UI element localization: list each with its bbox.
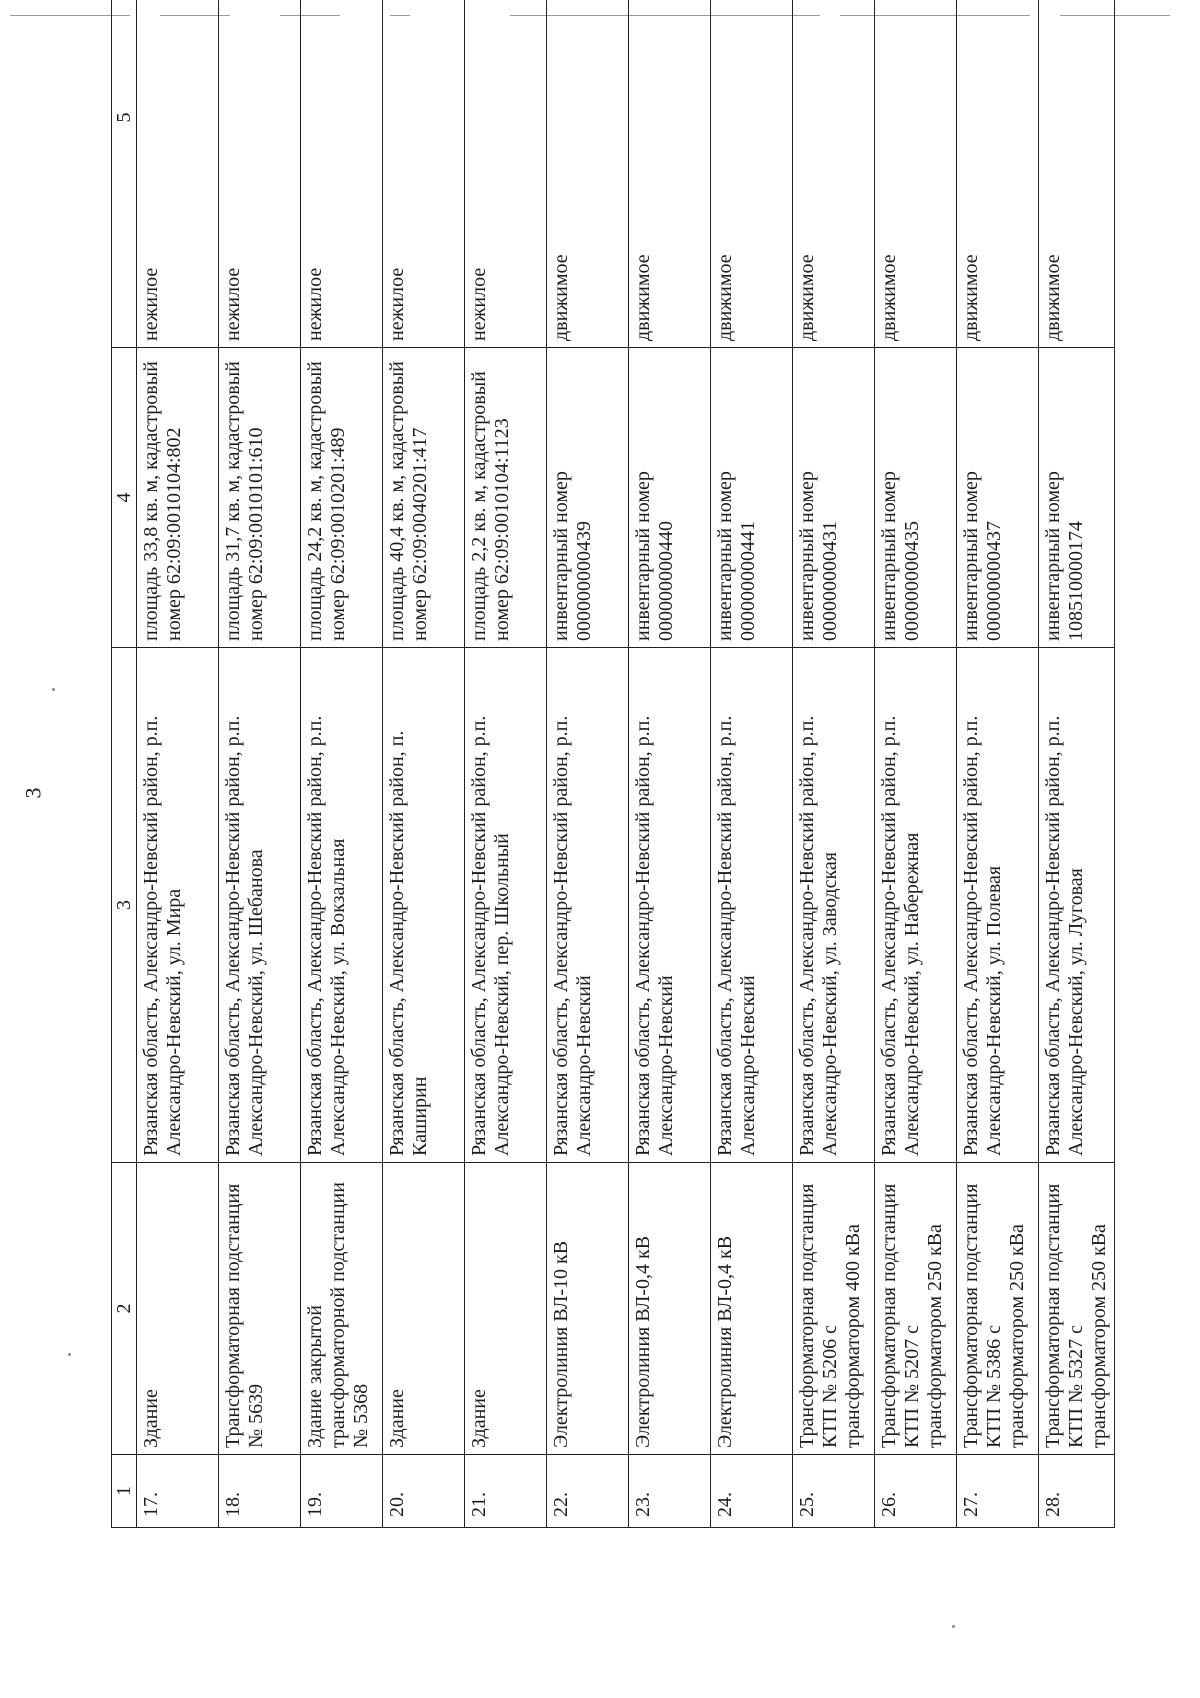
object-name: Здание bbox=[383, 1163, 465, 1455]
row-number: 22. bbox=[547, 1455, 629, 1528]
table-row bbox=[383, 0, 465, 1528]
object-details: площадь 2,2 кв. м, кадастровый номер 62:09:0010104:1123 bbox=[465, 348, 547, 648]
object-details: инвентарный номер 000000000437 bbox=[957, 348, 1039, 648]
object-address: Рязанская область, Александро-Невский район, р.п. Александро-Невский, пер. Школьный bbox=[465, 648, 547, 1163]
object-name: Трансформаторная подстанция КТП № 5327 с трансформатором 250 кВа bbox=[1039, 1163, 1115, 1455]
object-address: Рязанская область, Александро-Невский район, р.п. Александро-Невский, ул. Вокзальная bbox=[301, 648, 383, 1163]
table-header-row bbox=[112, 0, 137, 1528]
object-details: площадь 33,8 кв. м, кадастровый номер 62:09:0010104:802 bbox=[137, 348, 219, 648]
object-name: Здание bbox=[465, 1163, 547, 1455]
scan-speck bbox=[52, 688, 55, 691]
object-details: инвентарный номер 000000000435 bbox=[875, 348, 957, 648]
table-row bbox=[219, 0, 301, 1528]
column-header: 4 bbox=[112, 348, 137, 648]
object-name: Здание bbox=[137, 1163, 219, 1455]
object-details: инвентарный номер 000000000439 bbox=[547, 348, 629, 648]
row-number: 17. bbox=[137, 1455, 219, 1528]
column-header: 5 bbox=[112, 0, 137, 348]
row-number: 19. bbox=[301, 1455, 383, 1528]
row-number: 28. bbox=[1039, 1455, 1115, 1528]
object-name: Трансформаторная подстанция КТП № 5207 с трансформатором 250 кВа bbox=[875, 1163, 957, 1455]
scan-speck bbox=[68, 1353, 71, 1356]
page-number: 3 bbox=[20, 787, 46, 799]
object-details: инвентарный номер 108510000174 bbox=[1039, 348, 1115, 648]
row-number: 18. bbox=[219, 1455, 301, 1528]
object-name: Электролиния ВЛ-10 кВ bbox=[547, 1163, 629, 1455]
object-details: инвентарный номер 000000000441 bbox=[711, 348, 793, 648]
object-type: движимое bbox=[711, 0, 793, 348]
object-type: нежилое bbox=[301, 0, 383, 348]
object-details: площадь 24,2 кв. м, кадастровый номер 62:09:0010201:489 bbox=[301, 348, 383, 648]
table-row bbox=[793, 0, 875, 1528]
object-name: Электролиния ВЛ-0,4 кВ bbox=[629, 1163, 711, 1455]
object-type: движимое bbox=[875, 0, 957, 348]
object-type: нежилое bbox=[383, 0, 465, 348]
object-type: движимое bbox=[547, 0, 629, 348]
table-row bbox=[957, 0, 1039, 1528]
object-name: Трансформаторная подстанция № 5639 bbox=[219, 1163, 301, 1455]
object-details: инвентарный номер 000000000440 bbox=[629, 348, 711, 648]
column-header: 2 bbox=[112, 1163, 137, 1455]
object-address: Рязанская область, Александро-Невский район, р.п. Александро-Невский, ул. Луговая bbox=[1039, 648, 1115, 1163]
object-address: Рязанская область, Александро-Невский район, р.п. Александро-Невский, ул. Набережная bbox=[875, 648, 957, 1163]
object-address: Рязанская область, Александро-Невский район, р.п. Александро-Невский, ул. Мира bbox=[137, 648, 219, 1163]
row-number: 21. bbox=[465, 1455, 547, 1528]
object-details: площадь 40,4 кв. м, кадастровый номер 62:09:0040201:417 bbox=[383, 348, 465, 648]
object-address: Рязанская область, Александро-Невский район, р.п. Александро-Невский bbox=[711, 648, 793, 1163]
column-header: 3 bbox=[112, 648, 137, 1163]
object-address: Рязанская область, Александро-Невский район, р.п. Александро-Невский bbox=[547, 648, 629, 1163]
object-type: движимое bbox=[957, 0, 1039, 348]
object-type: нежилое bbox=[219, 0, 301, 348]
table-row bbox=[629, 0, 711, 1528]
object-address: Рязанская область, Александро-Невский район, р.п. Александро-Невский bbox=[629, 648, 711, 1163]
scan-speck bbox=[952, 1625, 955, 1628]
rotated-page bbox=[111, 0, 1126, 1528]
object-name: Здание закрытой трансформаторной подстанции № 5368 bbox=[301, 1163, 383, 1455]
row-number: 23. bbox=[629, 1455, 711, 1528]
object-address: Рязанская область, Александро-Невский район, р.п. Александро-Невский, ул. Полевая bbox=[957, 648, 1039, 1163]
table-row bbox=[465, 0, 547, 1528]
object-type: движимое bbox=[793, 0, 875, 348]
table-row bbox=[137, 0, 219, 1528]
row-number: 20. bbox=[383, 1455, 465, 1528]
object-type: движимое bbox=[1039, 0, 1115, 348]
table-row bbox=[711, 0, 793, 1528]
object-name: Трансформаторная подстанция КТП № 5206 с трансформатором 400 кВа bbox=[793, 1163, 875, 1455]
object-type: движимое bbox=[629, 0, 711, 348]
row-number: 24. bbox=[711, 1455, 793, 1528]
property-table bbox=[111, 0, 1115, 1528]
object-type: нежилое bbox=[137, 0, 219, 348]
object-name: Трансформаторная подстанция КТП № 5386 с трансформатором 250 кВа bbox=[957, 1163, 1039, 1455]
object-name: Электролиния ВЛ-0,4 кВ bbox=[711, 1163, 793, 1455]
object-address: Рязанская область, Александро-Невский район, р.п. Александро-Невский, ул. Шебанова bbox=[219, 648, 301, 1163]
table-row bbox=[301, 0, 383, 1528]
row-number: 26. bbox=[875, 1455, 957, 1528]
table-row bbox=[875, 0, 957, 1528]
row-number: 27. bbox=[957, 1455, 1039, 1528]
object-details: площадь 31,7 кв. м, кадастровый номер 62:09:0010101:610 bbox=[219, 348, 301, 648]
object-details: инвентарный номер 000000000431 bbox=[793, 348, 875, 648]
table-row bbox=[547, 0, 629, 1528]
object-address: Рязанская область, Александро-Невский район, р.п. Александро-Невский, ул. Заводская bbox=[793, 648, 875, 1163]
table-row bbox=[1039, 0, 1115, 1528]
column-header: 1 bbox=[112, 1455, 137, 1528]
object-address: Рязанская область, Александро-Невский район, п. Каширин bbox=[383, 648, 465, 1163]
object-type: нежилое bbox=[465, 0, 547, 348]
row-number: 25. bbox=[793, 1455, 875, 1528]
